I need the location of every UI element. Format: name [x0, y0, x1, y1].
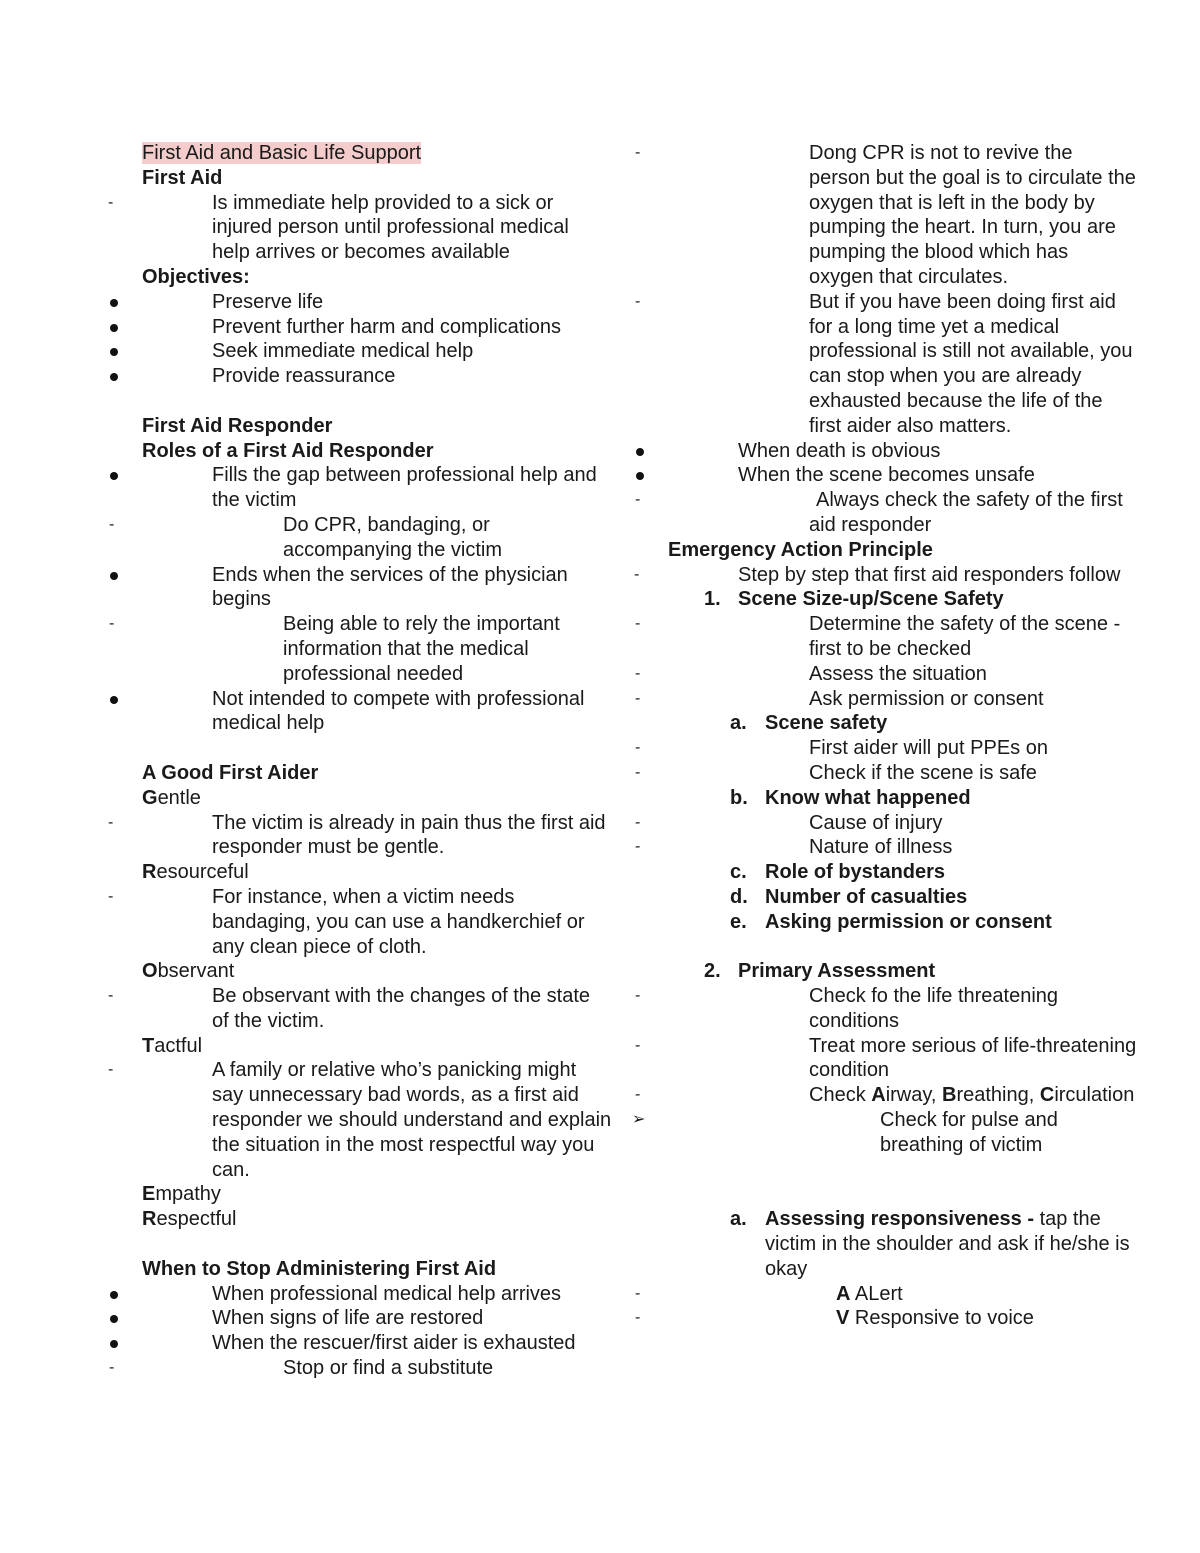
- stop-heading: When to Stop Administering First Aid: [142, 1257, 497, 1280]
- list-item: - Be observant with the changes of the state of the victim.: [108, 985, 591, 1032]
- dash-icon: -: [635, 664, 641, 682]
- dash-icon: -: [108, 1061, 114, 1079]
- bullet-icon: [110, 572, 118, 580]
- list-item: - Nature of illness: [635, 836, 953, 859]
- dash-icon: -: [109, 515, 115, 533]
- list-item: - Step by step that first aid responders follow: [634, 563, 1121, 586]
- bullet-icon: [110, 373, 118, 381]
- list-item: - A family or relative who’s panicking might say unnecessary bad words, as a first aid responder we should understand and explain the situation in the most respectful way you can.: [108, 1059, 612, 1181]
- step-heading: 2. Primary Assessment: [704, 960, 936, 983]
- substep-heading: a. Assessing responsiveness - tap the victim in the shoulder and ask if he/she is okay: [730, 1208, 1130, 1280]
- dash-icon: -: [635, 491, 641, 509]
- list-item: - Treat more serious of life-threatening condition: [635, 1034, 1137, 1082]
- list-item: - Check fo the life threatening conditions: [635, 985, 1059, 1032]
- dash-icon: -: [635, 1284, 641, 1302]
- list-item: - Check if the scene is safe: [635, 761, 1037, 784]
- bullet-icon: [110, 696, 118, 704]
- list-item: - Being able to rely the important information that the medical professional needed: [109, 613, 560, 685]
- list-item: - Cause of injury: [635, 811, 943, 834]
- bullet-icon: [110, 324, 118, 332]
- step-heading: 1. Scene Size-up/Scene Safety: [704, 588, 1004, 611]
- good-aider-heading: A Good First Aider: [142, 761, 319, 784]
- bullet-icon: [110, 1340, 118, 1348]
- bullet-icon: [110, 1315, 118, 1323]
- list-item: - Stop or find a substitute: [109, 1357, 494, 1380]
- list-item: - But if you have been doing first aid for a long time yet a medical professional is still not available, you can stop when you are already exhausted because the life of the first aider also matters.: [635, 290, 1133, 437]
- responder-heading: First Aid Responder: [142, 414, 333, 437]
- list-item: - Do CPR, bandaging, or accompanying the victim: [109, 513, 502, 561]
- list-item: When death is obvious: [668, 439, 1138, 464]
- list-item: When professional medical help arrives: [142, 1282, 612, 1307]
- trait-label: Observant: [142, 960, 235, 983]
- trait-label: Empathy: [142, 1183, 221, 1206]
- dash-icon: -: [109, 1359, 115, 1377]
- list-item: Prevent further harm and complications: [142, 315, 612, 340]
- bullet-icon: [110, 1291, 118, 1299]
- list-item: - Determine the safety of the scene - first to be checked: [635, 613, 1121, 660]
- list-item: - First aider will put PPEs on: [635, 737, 1048, 760]
- objectives-heading: Objectives:: [142, 265, 250, 288]
- list-item: Not intended to compete with professional medical help: [142, 687, 612, 737]
- list-item: - Ask permission or consent: [635, 687, 1044, 710]
- dash-icon: -: [108, 887, 114, 905]
- dash-icon: -: [635, 987, 641, 1005]
- list-item: - For instance, when a victim needs bandaging, you can use a handkerchief or any clean piece of cloth.: [108, 885, 585, 958]
- dash-icon: -: [635, 739, 641, 757]
- right-column: [632, 141, 1138, 1331]
- list-item: - A ALert: [635, 1282, 903, 1305]
- trait-label: Tactful: [142, 1034, 203, 1057]
- dash-icon: -: [108, 987, 114, 1005]
- list-item: Fills the gap between professional help and the victim: [142, 463, 612, 513]
- substep-heading: c. Role of bystanders: [730, 861, 946, 884]
- eap-heading: Emergency Action Principle: [668, 538, 933, 561]
- bullet-icon: [636, 472, 644, 480]
- trait-label: Resourceful: [142, 861, 249, 884]
- dash-icon: -: [634, 565, 640, 583]
- dash-icon: -: [635, 144, 641, 161]
- dash-icon: -: [108, 813, 114, 831]
- dash-icon: -: [109, 615, 115, 633]
- dash-icon: -: [635, 1036, 641, 1054]
- list-item: When the rescuer/first aider is exhausted: [142, 1331, 612, 1356]
- substep-heading: e. Asking permission or consent: [730, 910, 1052, 933]
- list-item: - Check Airway, Breathing, Circulation: [635, 1084, 1135, 1107]
- substep-heading: a. Scene safety: [730, 712, 888, 735]
- bullet-icon: [636, 448, 644, 456]
- list-item: - Always check the safety of the first aid responder: [635, 489, 1123, 536]
- roles-heading: Roles of a First Aid Responder: [142, 439, 434, 462]
- dash-icon: -: [635, 813, 641, 831]
- dash-icon: -: [635, 763, 641, 781]
- list-item: - Dong CPR is not to revive the person but the goal is to circulate the oxygen that is left in the body by pumping the heart. In turn, you are pumping the blood which has oxygen that circulates.: [635, 142, 1136, 288]
- list-item: - The victim is already in pain thus the first aid responder must be gentle.: [108, 811, 606, 859]
- dash-icon: -: [635, 838, 641, 856]
- trait-label: Respectful: [142, 1208, 237, 1231]
- bullet-icon: [110, 299, 118, 307]
- left-column: [108, 141, 612, 1381]
- dash-icon: -: [635, 689, 641, 707]
- substep-heading: b. Know what happened: [730, 786, 971, 809]
- list-item: Preserve life: [142, 290, 612, 315]
- first-aid-definition: - Is immediate help provided to a sick or injured person until professional medical help arrives or becomes available: [108, 191, 569, 264]
- list-item: Seek immediate medical help: [142, 339, 612, 364]
- list-item: Provide reassurance: [142, 364, 612, 389]
- bullet-icon: [110, 472, 118, 480]
- trait-label: Gentle: [142, 786, 201, 809]
- list-item: When the scene becomes unsafe: [668, 463, 1138, 488]
- bullet-icon: [110, 348, 118, 356]
- dash-icon: -: [635, 1309, 641, 1327]
- dash-icon: -: [635, 1086, 641, 1104]
- dash-icon: -: [108, 193, 114, 211]
- dash-icon: -: [635, 615, 641, 633]
- list-item: ➢ Check for pulse and breathing of victim: [632, 1109, 1058, 1156]
- list-item: Ends when the services of the physician begins: [142, 563, 612, 613]
- dash-icon: -: [635, 292, 641, 310]
- list-item: - V Responsive to voice: [635, 1307, 1034, 1330]
- first-aid-heading: First Aid: [142, 166, 223, 189]
- document-title: First Aid and Basic Life Support: [142, 142, 422, 164]
- list-item: When signs of life are restored: [142, 1306, 612, 1331]
- arrow-bullet-icon: ➢: [632, 1111, 646, 1129]
- substep-heading: d. Number of casualties: [730, 885, 968, 908]
- list-item: - Assess the situation: [635, 662, 987, 685]
